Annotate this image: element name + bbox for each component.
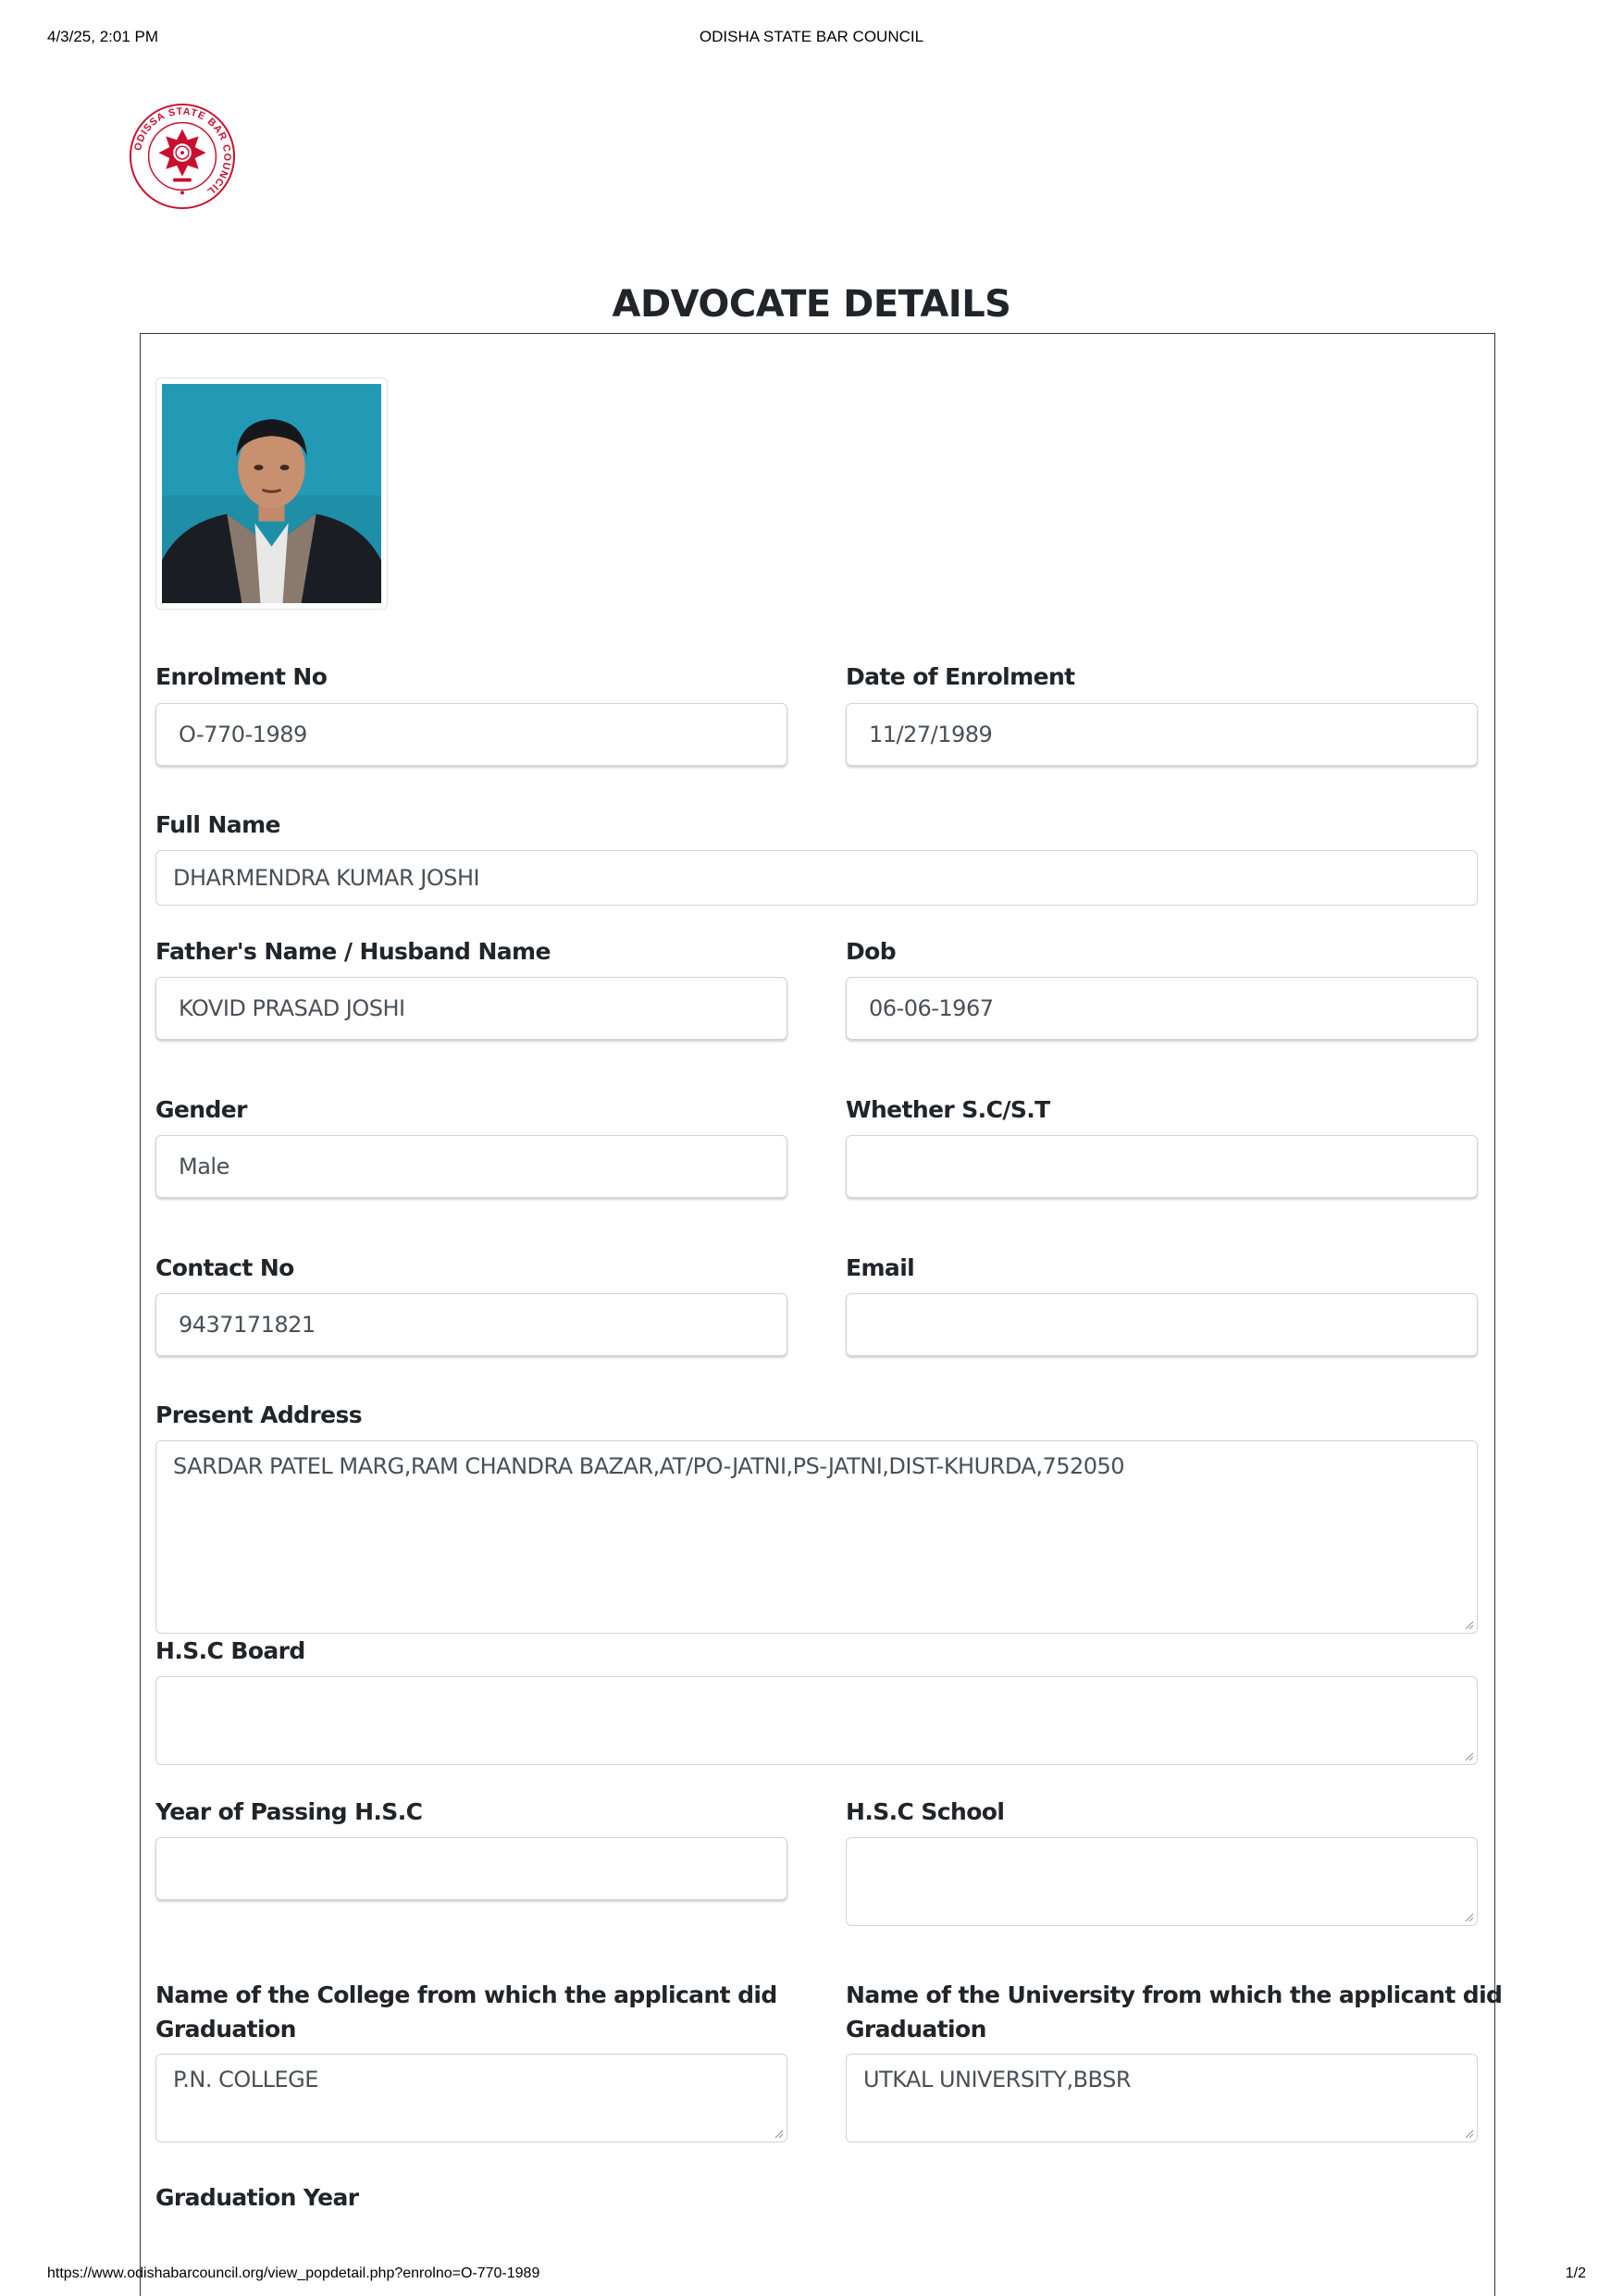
resize-grip-icon[interactable] [1463,2128,1474,2139]
gender-input[interactable] [155,1135,787,1198]
hsc-school-textarea[interactable] [846,1837,1478,1926]
grad-university-label [846,1978,1502,2046]
contact-no-label: Contact No [155,1254,294,1281]
full-name-value: DHARMENDRA KUMAR JOSHI [173,865,480,891]
grad-university-label-line1: Name of the University from which the applicant did [846,1981,1503,2008]
page-title: ADVOCATE DETAILS [612,283,1011,326]
logo-text: ODISSA STATE BAR COUNCIL [132,105,233,198]
present-address-textarea[interactable] [155,1440,1478,1634]
father-name-input[interactable] [155,977,787,1040]
gender-value: Male [179,1154,229,1179]
print-date: 4/3/25, 2:01 PM [47,28,159,45]
grad-college-value: P.N. COLLEGE [173,2067,318,2092]
sc-st-label: Whether S.C/S.T [846,1096,1050,1123]
date-of-enrolment-input[interactable] [846,703,1478,766]
print-footer-url: https://www.odishabarcouncil.org/view_popdetail.php?enrolno=O-770-1989 [47,2265,540,2281]
enrolment-no-value: O-770-1989 [179,722,307,747]
hsc-board-label: H.S.C Board [155,1637,305,1664]
full-name-input[interactable] [155,850,1478,906]
dob-input[interactable] [846,977,1478,1040]
resize-grip-icon[interactable] [1463,1911,1474,1922]
dob-value: 06-06-1967 [869,995,994,1021]
grad-university-label-line2: Graduation [846,2016,986,2043]
date-of-enrolment-label: Date of Enrolment [846,663,1075,690]
print-page-number: 1/2 [1565,2265,1586,2281]
gender-label: Gender [155,1096,247,1123]
date-of-enrolment-value: 11/27/1989 [869,722,993,747]
father-name-value: KOVID PRASAD JOSHI [179,995,405,1021]
sc-st-input[interactable] [846,1135,1478,1198]
full-name-label: Full Name [155,811,280,838]
grad-college-label-line1: Name of the College from which the applicant did [155,1981,777,2008]
resize-grip-icon[interactable] [1463,1619,1474,1630]
email-label: Email [846,1254,915,1281]
enrolment-no-input[interactable] [155,703,787,766]
grad-college-textarea[interactable] [155,2054,787,2142]
contact-no-input[interactable] [155,1293,787,1356]
hsc-year-label: Year of Passing H.S.C [155,1798,423,1825]
enrolment-no-label: Enrolment No [155,663,328,690]
print-header-title: ODISHA STATE BAR COUNCIL [699,28,924,45]
father-name-label: Father's Name / Husband Name [155,938,551,965]
bar-council-logo [128,102,237,211]
hsc-school-label: H.S.C School [846,1798,1005,1825]
present-address-value: SARDAR PATEL MARG,RAM CHANDRA BAZAR,AT/PO-JATNI,PS-JATNI,DIST-KHURDA,752050 [173,1453,1125,1479]
dob-label: Dob [846,938,897,965]
present-address-label: Present Address [155,1401,363,1428]
advocate-photo [162,384,381,603]
hsc-board-textarea[interactable] [155,1676,1478,1765]
grad-university-textarea[interactable] [846,2054,1478,2142]
advocate-photo-frame [155,377,388,610]
contact-no-value: 9437171821 [179,1312,316,1338]
email-input[interactable] [846,1293,1478,1356]
grad-college-label [155,1978,777,2046]
resize-grip-icon[interactable] [773,2128,784,2139]
grad-university-value: UTKAL UNIVERSITY,BBSR [863,2067,1131,2092]
grad-year-label: Graduation Year [155,2184,359,2211]
hsc-year-input[interactable] [155,1837,787,1900]
resize-grip-icon[interactable] [1463,1750,1474,1761]
grad-college-label-line2: Graduation [155,2016,296,2043]
